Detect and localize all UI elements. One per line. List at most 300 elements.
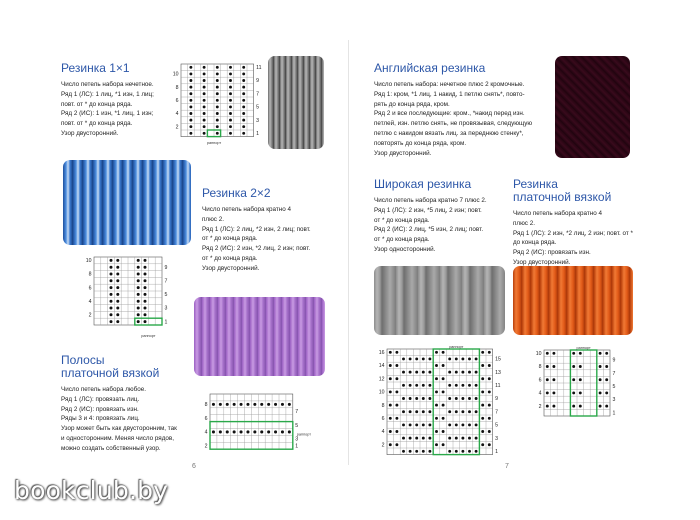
row-number-label: 10 xyxy=(85,258,92,265)
garter-rib-text: Число петель набора кратно 4 плюс 2. Ряд 1 (ЛС): 2 изн, *2 лиц, 2 изн; повт. от * до конца ряда. Ряд 2 (ИС): провязать изн. Узор двусторонний. xyxy=(513,210,633,266)
row-number-label: 4 xyxy=(538,390,542,397)
purl-stitch-dot xyxy=(389,351,392,354)
purl-stitch-dot xyxy=(552,391,555,394)
purl-stitch-dot xyxy=(468,371,471,374)
purl-stitch-dot xyxy=(395,417,398,420)
purl-stitch-dot xyxy=(599,391,602,394)
garter-stripes-swatch-photo xyxy=(194,297,325,376)
row-number-label: 4 xyxy=(175,111,179,118)
purl-stitch-dot xyxy=(116,279,119,282)
purl-stitch-dot xyxy=(110,286,113,289)
purl-stitch-dot xyxy=(242,66,245,69)
purl-stitch-dot xyxy=(572,391,575,394)
purl-stitch-dot xyxy=(189,86,192,89)
purl-stitch-dot xyxy=(116,273,119,276)
purl-stitch-dot xyxy=(144,286,147,289)
purl-stitch-dot xyxy=(110,273,113,276)
purl-stitch-dot xyxy=(422,410,425,413)
purl-stitch-dot xyxy=(203,79,206,82)
purl-stitch-dot xyxy=(448,397,451,400)
rib-1x1-text: Число петель набора нечетное. Ряд 1 (ЛС): 1 лиц, *1 изн, 1 лиц; повт. от * до конца ряда. Ряд 2 (ИС): 1 изн, *1 лиц, 1 изн; повт. от * до конца ряда. Узор двусторонний. xyxy=(61,81,154,137)
purl-stitch-dot xyxy=(402,437,405,440)
purl-stitch-dot xyxy=(216,132,219,135)
purl-stitch-dot xyxy=(389,377,392,380)
purl-stitch-dot xyxy=(144,307,147,310)
purl-stitch-dot xyxy=(579,378,582,381)
purl-stitch-dot xyxy=(216,105,219,108)
purl-stitch-dot xyxy=(116,293,119,296)
row-number-label: 6 xyxy=(204,415,208,422)
rib-2x2-text: Число петель набора кратно 4 плюс 2. Ряд 1 (ЛС): 2 лиц, *2 изн, 2 лиц; повт. от * до конца ряда. Ряд 2 (ИС): 2 изн, *2 лиц, 2 изн; повт. от * до конца ряда. Узор двусторонний. xyxy=(202,206,311,272)
purl-stitch-dot xyxy=(422,437,425,440)
english-rib-text: Число петель набора: нечетное плюс 2 кромочные. Ряд 1: кром, *1 лиц, 1 накид, 1 петлю снять*, повто- рять до конца ряда, кром. Ряд 2 и все последующие: кром., *накид перед изн. петлей, изн. петлю снять, не провязывая, следующую петлю с накидом вязать лиц. за переднюю стенку*, повторять до конца ряда, кром. Узор двусторонний. xyxy=(374,81,533,157)
row-number-label: 3 xyxy=(164,305,168,312)
purl-stitch-dot xyxy=(579,352,582,355)
row-number-label: 7 xyxy=(612,370,616,377)
purl-stitch-dot xyxy=(189,119,192,122)
purl-stitch-dot xyxy=(435,404,438,407)
row-number-label: 1 xyxy=(256,130,259,137)
purl-stitch-dot xyxy=(144,320,147,323)
purl-stitch-dot xyxy=(546,352,549,355)
purl-stitch-dot xyxy=(189,125,192,128)
purl-stitch-dot xyxy=(203,132,206,135)
row-number-label: 2 xyxy=(175,124,179,131)
purl-stitch-dot xyxy=(144,273,147,276)
row-number-label: 2 xyxy=(204,443,208,450)
purl-stitch-dot xyxy=(605,378,608,381)
purl-stitch-dot xyxy=(468,423,471,426)
purl-stitch-dot xyxy=(402,384,405,387)
purl-stitch-dot xyxy=(455,384,458,387)
purl-stitch-dot xyxy=(116,286,119,289)
purl-stitch-dot xyxy=(203,86,206,89)
purl-stitch-dot xyxy=(189,79,192,82)
purl-stitch-dot xyxy=(144,279,147,282)
purl-stitch-dot xyxy=(274,403,277,406)
row-number-label: 6 xyxy=(538,377,542,384)
purl-stitch-dot xyxy=(415,437,418,440)
purl-stitch-dot xyxy=(481,430,484,433)
purl-stitch-dot xyxy=(144,266,147,269)
purl-stitch-dot xyxy=(144,259,147,262)
garter-stripes-text: Число петель набора любое. Ряд 1 (ЛС): провязать лиц. Ряд 2 (ИС): провязать изн. Ряды 3 и 4: провязать лиц. Узор может быть как двусторонним, так и односторонним. Меняя число рядов, можно создать собственный узор. xyxy=(61,386,177,452)
purl-stitch-dot xyxy=(389,443,392,446)
purl-stitch-dot xyxy=(203,112,206,115)
garter-rib-title-1: Резинка xyxy=(513,177,558,191)
row-number-label: 7 xyxy=(164,278,168,285)
purl-stitch-dot xyxy=(253,430,256,433)
row-number-label: 7 xyxy=(256,91,259,98)
purl-stitch-dot xyxy=(189,105,192,108)
purl-stitch-dot xyxy=(435,390,438,393)
purl-stitch-dot xyxy=(455,371,458,374)
purl-stitch-dot xyxy=(599,352,602,355)
purl-stitch-dot xyxy=(116,259,119,262)
purl-stitch-dot xyxy=(110,300,113,303)
purl-stitch-dot xyxy=(137,313,140,316)
purl-stitch-dot xyxy=(137,286,140,289)
purl-stitch-dot xyxy=(579,391,582,394)
purl-stitch-dot xyxy=(216,119,219,122)
purl-stitch-dot xyxy=(389,417,392,420)
purl-stitch-dot xyxy=(455,410,458,413)
purl-stitch-dot xyxy=(229,125,232,128)
purl-stitch-dot xyxy=(442,404,445,407)
purl-stitch-dot xyxy=(242,105,245,108)
purl-stitch-dot xyxy=(402,423,405,426)
purl-stitch-dot xyxy=(189,66,192,69)
purl-stitch-dot xyxy=(546,405,549,408)
row-number-label: 5 xyxy=(256,104,259,111)
purl-stitch-dot xyxy=(144,300,147,303)
purl-stitch-dot xyxy=(395,404,398,407)
purl-stitch-dot xyxy=(212,403,215,406)
purl-stitch-dot xyxy=(572,365,575,368)
purl-stitch-dot xyxy=(137,293,140,296)
purl-stitch-dot xyxy=(189,72,192,75)
purl-stitch-dot xyxy=(229,92,232,95)
purl-stitch-dot xyxy=(110,259,113,262)
row-number-label: 4 xyxy=(381,429,385,436)
row-number-label: 1 xyxy=(612,410,616,417)
purl-stitch-dot xyxy=(242,79,245,82)
garter-stripes-chart xyxy=(198,392,320,458)
purl-stitch-dot xyxy=(242,119,245,122)
row-number-label: 5 xyxy=(495,422,498,429)
row-number-label: 10 xyxy=(378,389,385,396)
purl-stitch-dot xyxy=(415,450,418,453)
purl-stitch-dot xyxy=(137,266,140,269)
purl-stitch-dot xyxy=(605,365,608,368)
purl-stitch-dot xyxy=(579,365,582,368)
purl-stitch-dot xyxy=(475,410,478,413)
row-number-label: 9 xyxy=(164,264,168,271)
purl-stitch-dot xyxy=(233,403,236,406)
purl-stitch-dot xyxy=(267,430,270,433)
purl-stitch-dot xyxy=(442,417,445,420)
purl-stitch-dot xyxy=(110,279,113,282)
purl-stitch-dot xyxy=(605,391,608,394)
page-gutter xyxy=(348,40,349,465)
purl-stitch-dot xyxy=(260,430,263,433)
purl-stitch-dot xyxy=(267,403,270,406)
row-number-label: 5 xyxy=(612,383,616,390)
purl-stitch-dot xyxy=(116,320,119,323)
purl-stitch-dot xyxy=(488,364,491,367)
purl-stitch-dot xyxy=(229,86,232,89)
row-number-label: 13 xyxy=(495,369,501,376)
purl-stitch-dot xyxy=(481,417,484,420)
purl-stitch-dot xyxy=(422,357,425,360)
rib-2x2-title: Резинка 2×2 xyxy=(202,186,271,200)
purl-stitch-dot xyxy=(442,443,445,446)
purl-stitch-dot xyxy=(288,403,291,406)
wide-rib-swatch-photo xyxy=(374,266,505,335)
purl-stitch-dot xyxy=(246,430,249,433)
purl-stitch-dot xyxy=(552,365,555,368)
purl-stitch-dot xyxy=(212,430,215,433)
rib-2x2-swatch-photo xyxy=(63,160,191,245)
purl-stitch-dot xyxy=(242,72,245,75)
row-number-label: 3 xyxy=(256,117,259,124)
purl-stitch-dot xyxy=(546,378,549,381)
purl-stitch-dot xyxy=(481,351,484,354)
bookclub-watermark: bookclub.by xyxy=(14,476,169,505)
purl-stitch-dot xyxy=(488,404,491,407)
purl-stitch-dot xyxy=(461,397,464,400)
purl-stitch-dot xyxy=(461,410,464,413)
purl-stitch-dot xyxy=(448,384,451,387)
rib-1x1-chart xyxy=(169,62,265,148)
purl-stitch-dot xyxy=(110,266,113,269)
purl-stitch-dot xyxy=(242,99,245,102)
purl-stitch-dot xyxy=(455,423,458,426)
purl-stitch-dot xyxy=(428,357,431,360)
row-number-label: 8 xyxy=(88,271,92,278)
purl-stitch-dot xyxy=(216,99,219,102)
row-number-label: 3 xyxy=(295,436,299,443)
purl-stitch-dot xyxy=(395,390,398,393)
garter-stripes-title-1: Полосы xyxy=(61,353,105,367)
purl-stitch-dot xyxy=(409,410,412,413)
purl-stitch-dot xyxy=(409,423,412,426)
purl-stitch-dot xyxy=(216,112,219,115)
purl-stitch-dot xyxy=(216,125,219,128)
purl-stitch-dot xyxy=(475,397,478,400)
purl-stitch-dot xyxy=(442,377,445,380)
purl-stitch-dot xyxy=(481,404,484,407)
purl-stitch-dot xyxy=(428,397,431,400)
purl-stitch-dot xyxy=(137,279,140,282)
purl-stitch-dot xyxy=(216,86,219,89)
purl-stitch-dot xyxy=(448,423,451,426)
purl-stitch-dot xyxy=(402,397,405,400)
purl-stitch-dot xyxy=(468,410,471,413)
garter-rib-title-2: платочной вязкой xyxy=(513,190,612,204)
row-number-label: 8 xyxy=(538,364,542,371)
purl-stitch-dot xyxy=(229,72,232,75)
purl-stitch-dot xyxy=(442,430,445,433)
purl-stitch-dot xyxy=(481,377,484,380)
purl-stitch-dot xyxy=(605,352,608,355)
purl-stitch-dot xyxy=(253,403,256,406)
purl-stitch-dot xyxy=(488,377,491,380)
purl-stitch-dot xyxy=(395,443,398,446)
row-number-label: 5 xyxy=(295,422,299,429)
purl-stitch-dot xyxy=(402,357,405,360)
garter-rib-swatch-photo xyxy=(513,266,633,335)
purl-stitch-dot xyxy=(415,410,418,413)
purl-stitch-dot xyxy=(415,357,418,360)
purl-stitch-dot xyxy=(242,132,245,135)
purl-stitch-dot xyxy=(110,313,113,316)
purl-stitch-dot xyxy=(203,105,206,108)
purl-stitch-dot xyxy=(572,378,575,381)
purl-stitch-dot xyxy=(415,371,418,374)
purl-stitch-dot xyxy=(409,437,412,440)
purl-stitch-dot xyxy=(110,307,113,310)
purl-stitch-dot xyxy=(475,357,478,360)
purl-stitch-dot xyxy=(144,313,147,316)
purl-stitch-dot xyxy=(281,430,284,433)
purl-stitch-dot xyxy=(137,307,140,310)
purl-stitch-dot xyxy=(475,423,478,426)
purl-stitch-dot xyxy=(455,357,458,360)
row-number-label: 4 xyxy=(204,429,208,436)
purl-stitch-dot xyxy=(475,437,478,440)
purl-stitch-dot xyxy=(233,430,236,433)
row-number-label: 1 xyxy=(295,443,299,450)
purl-stitch-dot xyxy=(599,405,602,408)
purl-stitch-dot xyxy=(216,66,219,69)
purl-stitch-dot xyxy=(242,125,245,128)
purl-stitch-dot xyxy=(461,437,464,440)
purl-stitch-dot xyxy=(229,105,232,108)
purl-stitch-dot xyxy=(137,300,140,303)
purl-stitch-dot xyxy=(435,430,438,433)
page-number-left: 6 xyxy=(192,463,196,470)
purl-stitch-dot xyxy=(229,119,232,122)
purl-stitch-dot xyxy=(442,364,445,367)
purl-stitch-dot xyxy=(402,371,405,374)
row-number-label: 7 xyxy=(295,408,299,415)
purl-stitch-dot xyxy=(448,357,451,360)
purl-stitch-dot xyxy=(389,430,392,433)
purl-stitch-dot xyxy=(428,450,431,453)
purl-stitch-dot xyxy=(409,357,412,360)
purl-stitch-dot xyxy=(229,79,232,82)
purl-stitch-dot xyxy=(281,403,284,406)
purl-stitch-dot xyxy=(116,313,119,316)
row-number-label: 10 xyxy=(172,71,179,78)
purl-stitch-dot xyxy=(455,450,458,453)
purl-stitch-dot xyxy=(461,371,464,374)
purl-stitch-dot xyxy=(599,365,602,368)
purl-stitch-dot xyxy=(442,390,445,393)
row-number-label: 10 xyxy=(535,350,542,357)
purl-stitch-dot xyxy=(246,403,249,406)
purl-stitch-dot xyxy=(461,450,464,453)
purl-stitch-dot xyxy=(203,66,206,69)
purl-stitch-dot xyxy=(137,259,140,262)
purl-stitch-dot xyxy=(242,112,245,115)
purl-stitch-dot xyxy=(242,86,245,89)
purl-stitch-dot xyxy=(395,377,398,380)
purl-stitch-dot xyxy=(435,417,438,420)
purl-stitch-dot xyxy=(409,384,412,387)
purl-stitch-dot xyxy=(229,66,232,69)
row-number-label: 3 xyxy=(495,435,498,442)
purl-stitch-dot xyxy=(203,92,206,95)
purl-stitch-dot xyxy=(116,307,119,310)
purl-stitch-dot xyxy=(468,384,471,387)
purl-stitch-dot xyxy=(468,450,471,453)
purl-stitch-dot xyxy=(428,371,431,374)
purl-stitch-dot xyxy=(552,378,555,381)
purl-stitch-dot xyxy=(481,390,484,393)
row-number-label: 14 xyxy=(378,363,385,370)
purl-stitch-dot xyxy=(428,384,431,387)
rapport-label: раппорт xyxy=(141,334,156,338)
row-number-label: 15 xyxy=(495,356,501,363)
rib-2x2-chart xyxy=(82,253,182,345)
purl-stitch-dot xyxy=(488,443,491,446)
purl-stitch-dot xyxy=(468,357,471,360)
purl-stitch-dot xyxy=(409,371,412,374)
purl-stitch-dot xyxy=(455,397,458,400)
purl-stitch-dot xyxy=(116,266,119,269)
purl-stitch-dot xyxy=(415,423,418,426)
purl-stitch-dot xyxy=(203,99,206,102)
purl-stitch-dot xyxy=(229,132,232,135)
row-number-label: 8 xyxy=(204,402,208,409)
row-number-label: 1 xyxy=(164,319,168,326)
purl-stitch-dot xyxy=(461,423,464,426)
purl-stitch-dot xyxy=(488,351,491,354)
purl-stitch-dot xyxy=(435,377,438,380)
purl-stitch-dot xyxy=(226,430,229,433)
purl-stitch-dot xyxy=(415,397,418,400)
purl-stitch-dot xyxy=(203,72,206,75)
row-number-label: 3 xyxy=(612,397,616,404)
row-number-label: 4 xyxy=(88,298,92,305)
purl-stitch-dot xyxy=(422,450,425,453)
purl-stitch-dot xyxy=(110,320,113,323)
purl-stitch-dot xyxy=(435,364,438,367)
purl-stitch-dot xyxy=(144,293,147,296)
row-number-label: 11 xyxy=(256,64,262,71)
page-number-right: 7 xyxy=(505,463,509,470)
row-number-label: 11 xyxy=(495,382,501,389)
purl-stitch-dot xyxy=(219,430,222,433)
purl-stitch-dot xyxy=(546,365,549,368)
purl-stitch-dot xyxy=(475,371,478,374)
row-number-label: 2 xyxy=(88,312,92,319)
purl-stitch-dot xyxy=(389,404,392,407)
purl-stitch-dot xyxy=(481,443,484,446)
row-number-label: 9 xyxy=(612,357,616,364)
purl-stitch-dot xyxy=(189,132,192,135)
rapport-label: раппорт xyxy=(206,141,222,145)
purl-stitch-dot xyxy=(229,112,232,115)
row-number-label: 2 xyxy=(538,403,542,410)
purl-stitch-dot xyxy=(229,99,232,102)
purl-stitch-dot xyxy=(422,384,425,387)
purl-stitch-dot xyxy=(219,403,222,406)
wide-rib-chart xyxy=(375,344,505,456)
english-rib-title: Английская резинка xyxy=(374,61,486,75)
wide-rib-text: Число петель набора кратно 7 плюс 2. Ряд 1 (ЛС): 2 изн, *5 лиц, 2 изн; повт. от * до конца ряда. Ряд 2 (ИС): 2 лиц, *5 изн, 2 лиц; повт. от * до конца ряда. Узор односторонний. xyxy=(374,197,487,253)
purl-stitch-dot xyxy=(137,320,140,323)
purl-stitch-dot xyxy=(442,351,445,354)
purl-stitch-dot xyxy=(203,119,206,122)
purl-stitch-dot xyxy=(488,390,491,393)
row-number-label: 16 xyxy=(378,349,385,356)
wide-rib-title: Широкая резинка xyxy=(374,177,472,191)
rib-1x1-title: Резинка 1×1 xyxy=(61,61,130,75)
purl-stitch-dot xyxy=(448,450,451,453)
purl-stitch-dot xyxy=(428,423,431,426)
purl-stitch-dot xyxy=(448,410,451,413)
row-number-label: 8 xyxy=(175,84,179,91)
purl-stitch-dot xyxy=(260,403,263,406)
purl-stitch-dot xyxy=(395,430,398,433)
row-number-label: 9 xyxy=(495,396,498,403)
purl-stitch-dot xyxy=(395,364,398,367)
purl-stitch-dot xyxy=(428,437,431,440)
purl-stitch-dot xyxy=(402,410,405,413)
